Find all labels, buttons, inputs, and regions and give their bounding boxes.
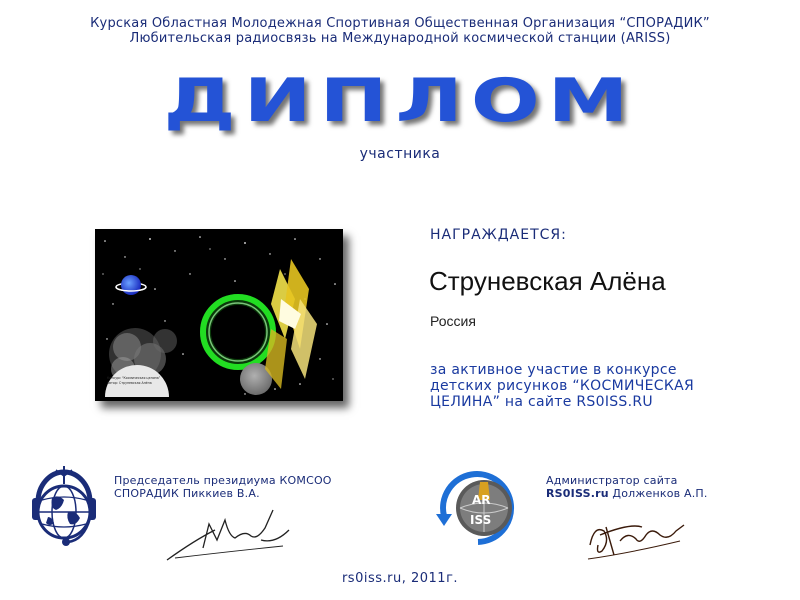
left-signatory-line-1: Председатель президиума КОМСОО bbox=[114, 474, 332, 487]
award-reason bbox=[430, 362, 770, 410]
reason-line-2: детских рисунков “КОСМИЧЕСКАЯ bbox=[430, 378, 694, 394]
diploma-subtitle bbox=[0, 146, 800, 162]
right-signatory-line-1: Администратор сайта bbox=[546, 474, 678, 487]
footer-site-year: rs0iss.ru, 2011г. bbox=[341, 571, 459, 586]
children-drawing bbox=[95, 229, 343, 401]
space-drawing-image bbox=[95, 229, 343, 401]
header-program: Любительская радиосвязь на Международной космической станции (ARISS) bbox=[129, 31, 671, 46]
header-organization: Курская Областная Молодежная Спортивная Общественная Организация “СПОРАДИК” bbox=[90, 16, 710, 31]
right-signature bbox=[580, 505, 700, 567]
left-signatory bbox=[114, 474, 332, 500]
ariss-logo-top: AR bbox=[472, 493, 491, 507]
right-signatory-line-2 bbox=[546, 487, 708, 500]
recipient-name: Струневская Алёна bbox=[429, 266, 666, 296]
subtitle-text: участника bbox=[359, 146, 441, 162]
drawing-caption-2: Автор: Струневская Алёна bbox=[107, 381, 152, 385]
ariss-logo-icon bbox=[432, 462, 522, 550]
reason-line-1: за активное участие в конкурсе bbox=[430, 362, 677, 378]
drawing-caption-1: Конкурс “Космическая целина” bbox=[107, 376, 161, 380]
globe-headset-logo-icon bbox=[28, 462, 100, 554]
awarded-label: НАГРАЖДАЕТСЯ: bbox=[430, 227, 567, 243]
left-signature bbox=[165, 500, 295, 566]
right-signatory-name: Долженков А.П. bbox=[608, 487, 708, 500]
reason-line-3: ЦЕЛИНА” на сайте RS0ISS.RU bbox=[430, 394, 653, 410]
left-signatory-line-2: СПОРАДИК Пиккиев В.А. bbox=[114, 487, 260, 500]
recipient-country: Россия bbox=[430, 313, 476, 329]
ariss-logo-bottom: ISS bbox=[470, 513, 492, 527]
diploma-title: ДИПЛОМ bbox=[163, 66, 637, 136]
right-signatory-site: RS0ISS.ru bbox=[546, 487, 609, 500]
right-signatory bbox=[546, 474, 708, 500]
